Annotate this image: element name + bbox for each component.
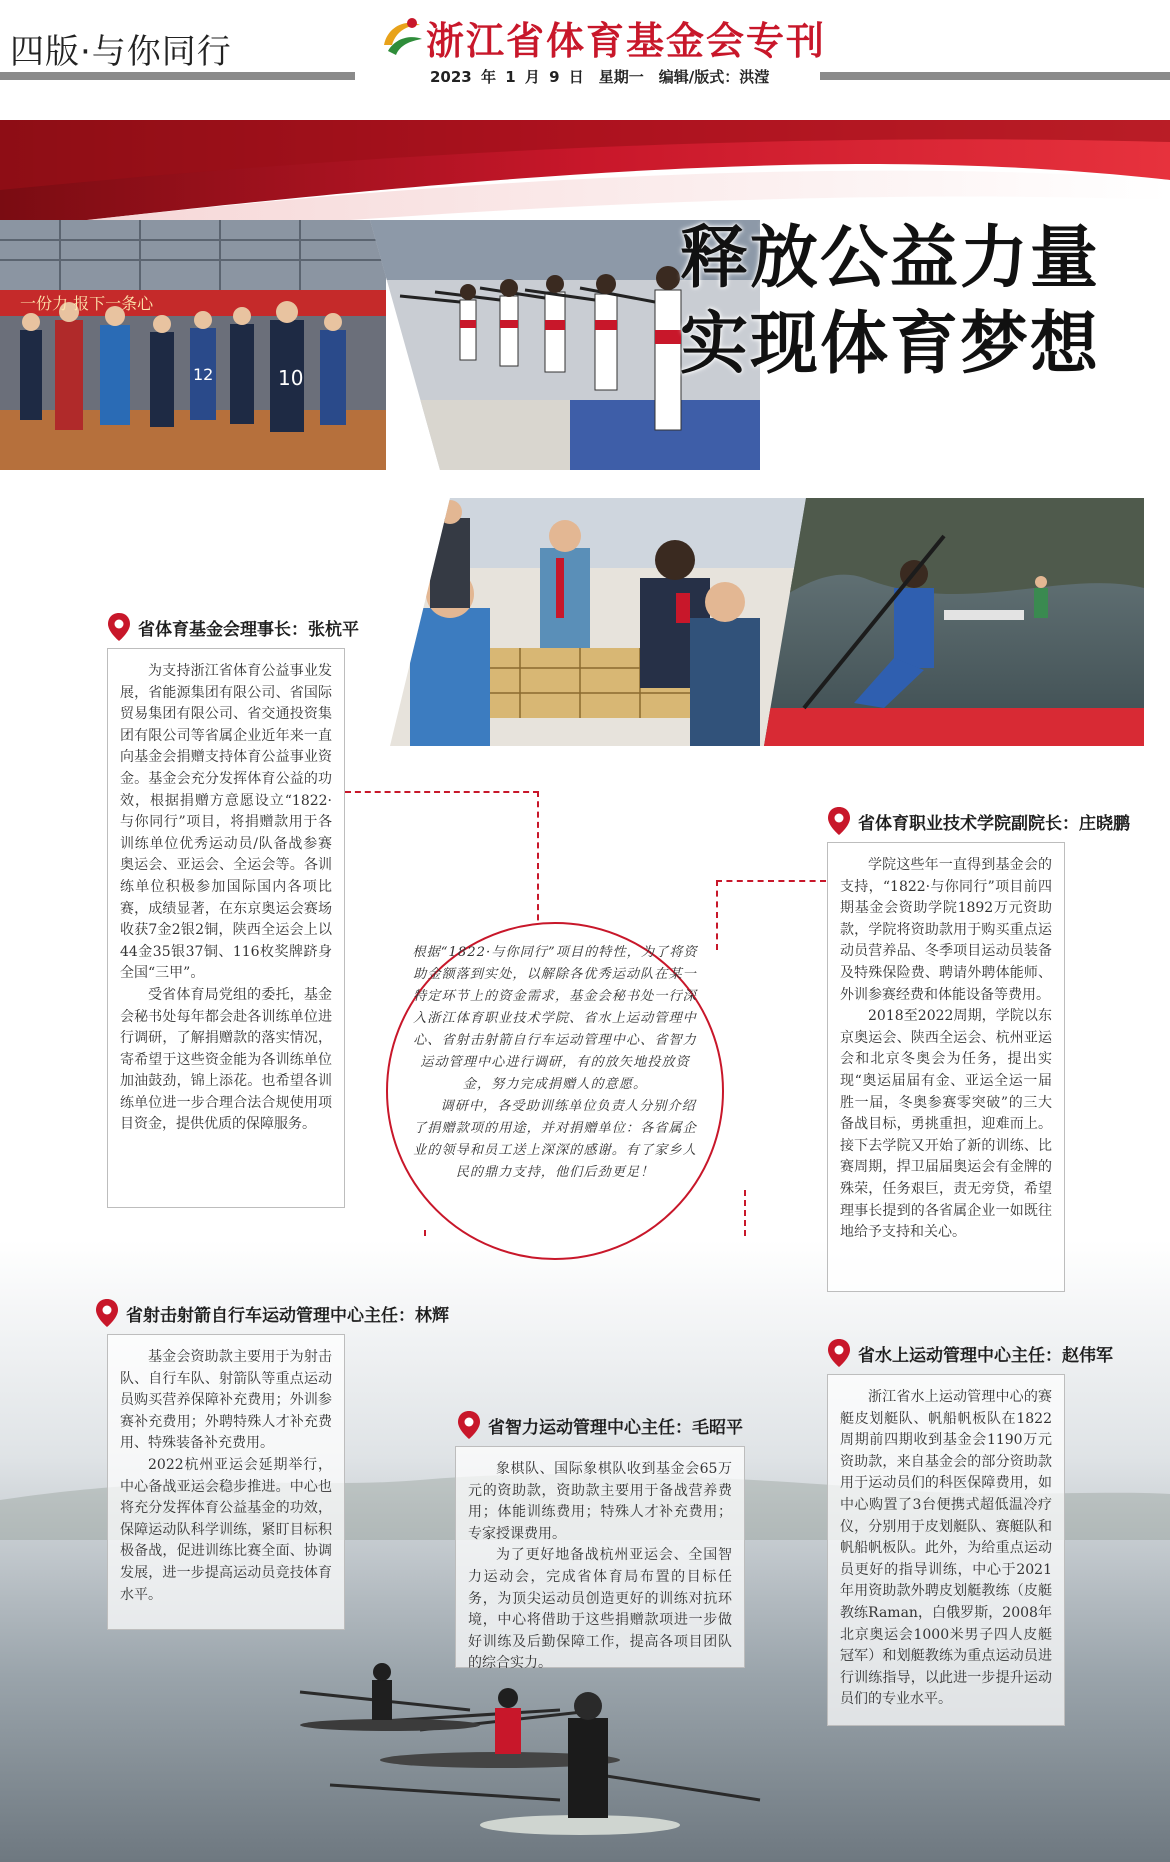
foundation-logo-icon	[378, 15, 426, 59]
connector-line	[716, 880, 826, 882]
connector-line	[537, 791, 539, 941]
connector-line	[345, 791, 539, 793]
section-title-text: 省智力运动管理中心主任：毛昭平	[488, 1417, 743, 1438]
location-pin-icon	[826, 806, 852, 836]
zhuang-paragraph-1: 学院这些年一直得到基金会的支持，“1822·与你同行”项目前四期基金会资助学院1892万元资助款，学院将资助款用于购买重点运动员营养品、冬季项目运动员装备及特殊保险费、聘请外聘体能师、外训参赛经费和体能设备等费用。	[840, 857, 1052, 1003]
headline-line-1: 释放公益力量	[680, 219, 1101, 298]
zhuang-paragraph-2: 2018至2022周期，学院以东京奥运会、陕西全运会、杭州亚运会和北京冬奥会为任务，提出实现“奥运届届有金、亚运全运一届胜一届，冬奥参赛零突破”的三大备战目标，勇挑重担，迎难而上。接下去学院又开始了新的训练、比赛周期，捍卫届届奥运会有金牌的殊荣，任务艰巨，责无旁贷，希望理事长提到的各省属企业一如既往地给予支持和关心。	[840, 1008, 1052, 1241]
section-title-lin	[94, 1298, 449, 1328]
location-pin-icon	[826, 1338, 852, 1368]
section-box-mao	[455, 1446, 745, 1672]
edition-label: 四版·与你同行	[10, 32, 232, 72]
volleyball-team-photo	[0, 220, 386, 470]
location-pin-icon	[106, 612, 132, 642]
section-title-zhao	[826, 1338, 1113, 1368]
headline	[680, 216, 1160, 388]
zhang-paragraph-1: 为支持浙江省体育公益事业发展，省能源集团有限公司、省国际贸易集团有限公司、省交通投资集团有限公司等省属企业近年来一直向基金会捐赠支持体育公益事业资金。基金会充分发挥体育公益的功效，根据捐赠方意愿设立“1822·与你同行”项目，将捐赠款用于各训练单位优秀运动员/队备战参赛奥运会、亚运会、全运会等。各训练单位积极参加国际国内各项比赛，成绩显著，在东京奥运会赛场收获7金2银2铜，陕西全运会上以44金35银37铜、116枚奖牌跻身全国“三甲”。	[120, 663, 332, 982]
chess-training-photo	[390, 498, 808, 746]
section-box-zhao	[827, 1374, 1065, 1726]
location-pin-icon	[456, 1410, 482, 1440]
center-paragraph-2: 调研中，各受助训练单位负责人分别介绍了捐赠款项的用途，并对捐赠单位：各省属企业的领导和员工送上深深的感谢。有了家乡人民的鼎力支持，他们后劲更足！	[413, 1099, 697, 1180]
zhang-paragraph-2: 受省体育局党组的委托，基金会秘书处每年都会赴各训练单位进行调研，了解捐赠款的落实情况，寄希望于这些资金能为各训练单位加油鼓劲，锦上添花。也希望各训练单位进一步合理合法合规使用项目资金，提供优质的保障服务。	[120, 986, 332, 1133]
section-title-text: 省体育职业技术学院副院长：庄晓鹏	[858, 813, 1130, 834]
connector-line	[716, 880, 718, 950]
headline-line-2: 实现体育梦想	[680, 305, 1101, 384]
section-title-zhuang	[826, 806, 1130, 836]
section-title-zhang	[106, 612, 359, 642]
center-summary	[410, 942, 700, 1184]
mao-paragraph-1: 象棋队、国际象棋队收到基金会65万元的资助款，资助款主要用于备战营养费用；体能训练费用；特殊人才补充费用；专家授课费用。	[468, 1461, 732, 1542]
zhao-paragraph-1: 浙江省水上运动管理中心的赛艇皮划艇队、帆船帆板队在1822周期前四期收到基金会1190万元资助款，来自基金会的部分资助款用于运动员们的科医保障费用，如中心购置了3台便携式超低温冷疗仪，分别用于皮划艇队、赛艇队和帆船帆板队。此外，为给重点运动员更好的指导训练，中心于2021年用资助款外聘皮划艇教练（皮艇教练Raman，白俄罗斯，2008年北京奥运会1000米男子四人皮艇冠军）和划艇教练为重点运动员进行训练指导，以此进一步提升运动员们的专业水平。	[840, 1389, 1052, 1708]
hero-banner	[0, 120, 1170, 470]
canoe-training-photo	[764, 498, 1144, 746]
header-rule-left	[0, 72, 355, 80]
mao-paragraph-2: 为了更好地备战杭州亚运会、全国智力运动会，完成省体育局布置的目标任务，为顶尖运动员创造更好的训练对抗环境，中心将借助于这些捐赠款项进一步做好训练及后勤保障工作，提高各项目团队的综合实力。	[468, 1547, 732, 1672]
masthead-title: 浙江省体育基金会专刊	[426, 18, 827, 63]
section-box-zhuang	[827, 842, 1065, 1292]
lin-paragraph-2: 2022杭州亚运会延期举行，中心备战亚运会稳步推进。中心也将充分发挥体育公益基金的功效，保障运动队科学训练，紧盯目标积极备战，促进训练比赛全面、协调发展，进一步提高运动员竞技体育水平。	[120, 1456, 332, 1603]
section-title-text: 省水上运动管理中心主任：赵伟军	[858, 1345, 1113, 1366]
hero-banner-text: 一份力 报下一条心	[20, 294, 154, 313]
header-rule-right	[820, 72, 1170, 80]
location-pin-icon	[94, 1298, 120, 1328]
jersey-number-1: 12	[193, 365, 214, 384]
section-title-text: 省射击射箭自行车运动管理中心主任：林辉	[126, 1305, 449, 1326]
section-title-text: 省体育基金会理事长：张杭平	[138, 619, 359, 640]
section-title-mao	[456, 1410, 743, 1440]
jersey-number-2: 10	[278, 366, 304, 390]
section-box-lin	[107, 1334, 345, 1630]
dateline: 2023 年 1 月 9 日 星期一 编辑/版式：洪滢	[430, 68, 770, 86]
lin-paragraph-1: 基金会资助款主要用于为射击队、自行车队、射箭队等重点运动员购买营养保障补充费用；外训参赛补充费用；外聘特殊人才补充费用、特殊装备补充费用。	[120, 1349, 332, 1452]
section-box-zhang	[107, 648, 345, 1208]
masthead	[378, 12, 898, 62]
center-paragraph-1: 根据“1822·与你同行”项目的特性，为了将资助金额落到实处，以解除各优秀运动队在某一特定环节上的资金需求，基金会秘书处一行深入浙江体育职业技术学院、省水上运动管理中心、省射击射箭自行车运动管理中心、省智力运动管理中心进行调研，有的放矢地投放资金，努力完成捐赠人的意愿。	[412, 945, 698, 1092]
